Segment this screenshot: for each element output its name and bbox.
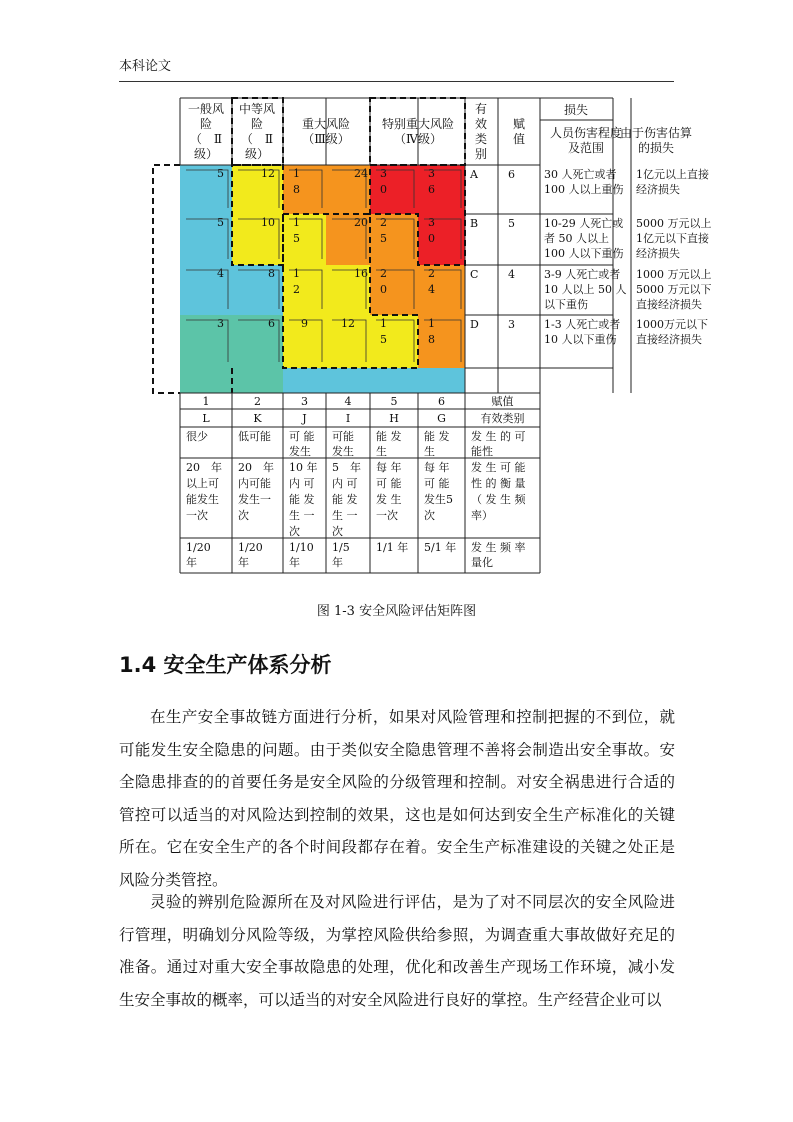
category-score: 4	[508, 268, 515, 281]
matrix-cell-value: 5	[217, 216, 224, 229]
freq-likelihood: 低可能	[238, 430, 271, 443]
matrix-cell-value: 2 4	[428, 267, 435, 296]
matrix-cell-value: 1 8	[428, 317, 435, 346]
freq-quant-label: 发 生 频 率量化	[471, 541, 526, 569]
freq-letter: K	[253, 412, 262, 425]
matrix-bottom-band	[180, 368, 232, 393]
header-loss: 损失	[563, 103, 589, 117]
freq-letter: H	[389, 412, 399, 425]
economic-text: 5000 万元以上 1亿元以下直接经济损失	[636, 217, 712, 260]
freq-likelihood: 很少	[186, 430, 208, 443]
category-score: 5	[508, 217, 515, 230]
header-score: 赋值	[512, 117, 526, 146]
matrix-cell	[180, 165, 232, 214]
category-letter: A	[470, 168, 478, 181]
matrix-cell	[180, 265, 232, 315]
matrix-cell	[418, 214, 465, 265]
freq-frequency: 每 年可 能发生5 次	[424, 461, 453, 522]
matrix-cell-value: 1 8	[293, 167, 300, 196]
matrix-cell	[232, 214, 283, 265]
economic-text: 1000万元以下直接经济损失	[636, 318, 708, 346]
matrix-cell-value: 6	[268, 317, 275, 330]
freq-likelihood: 可 能发生	[289, 430, 315, 458]
matrix-cell	[418, 315, 465, 368]
freq-score: 4	[344, 395, 352, 408]
matrix-cell-value: 1 2	[293, 267, 300, 296]
category-score: 3	[508, 318, 515, 331]
matrix-cell	[232, 265, 283, 315]
freq-quant: 1/5 年	[332, 541, 350, 569]
freq-frequency: 5 年内 可能 发生 一次	[332, 461, 361, 538]
matrix-cell	[370, 214, 418, 265]
freq-quant: 1/1 年	[376, 541, 409, 554]
matrix-cell-value: 3 0	[380, 167, 387, 196]
category-letter: D	[470, 318, 479, 331]
freq-frequency: 10 年内 可能 发生 一次	[289, 461, 318, 538]
matrix-cell-value: 4	[217, 267, 224, 280]
freq-likelihood: 可能发生	[332, 430, 354, 458]
freq-frequency: 20 年内可能发生一次	[238, 461, 274, 522]
economic-text: 1000 万元以上 5000 万元以下直接经济损失	[636, 268, 712, 311]
matrix-cell	[283, 165, 326, 214]
matrix-bottom-band	[418, 368, 465, 393]
casualty-text: 1-3 人死亡或者 10 人以下重伤	[544, 318, 621, 346]
freq-likelihood: 能 发生	[424, 430, 450, 458]
header-medium-risk: 中等风险（ Ⅱ 级）	[238, 102, 276, 161]
matrix-cell-value: 2 0	[380, 267, 387, 296]
matrix-bottom-band	[370, 368, 418, 393]
matrix-cell-value: 16	[354, 267, 368, 280]
header-economic: 由于伤害估算的损失	[619, 126, 693, 155]
paragraph-1: 在生产安全事故链方面进行分析，如果对风险管理和控制把握的不到位，就可能发生安全隐患的问题。由于类似安全隐患管理不善将会制造出安全事故。安全隐患排查的的首要任务是安全风险的分级管理和控制。对安全祸患进行合适的管控可以适当的对风险达到控制的效果，这也是如何达到安全生产标准化的关键所在。它在安全生产的各个时间段都存在着。安全生产标准建设的关键之处正是风险分类管控。	[119, 708, 675, 889]
matrix-cell-value: 20	[354, 216, 368, 229]
matrix-cell	[370, 315, 418, 368]
freq-letter: G	[437, 412, 446, 425]
freq-quant: 1/10 年	[289, 541, 314, 569]
matrix-bottom-band	[232, 368, 283, 393]
section-title: 1.4 安全生产体系分析	[119, 653, 332, 677]
matrix-cell	[370, 165, 418, 214]
matrix-cell-value: 3 6	[428, 167, 435, 196]
figure-caption: 图 1-3 安全风险评估矩阵图	[316, 604, 477, 619]
matrix-cell-value: 1 5	[293, 216, 300, 245]
freq-letter: I	[345, 412, 351, 425]
header-general-risk: 一般风险（ Ⅱ 级）	[187, 102, 225, 161]
casualty-text: 10-29 人死亡或者 50 人以上 100 人以下重伤	[544, 217, 624, 260]
freq-likelihood-label: 发 生 的 可能性	[471, 430, 526, 458]
matrix-cell	[232, 315, 283, 368]
freq-likelihood: 能 发生	[376, 430, 402, 458]
page-header: 本科论文	[119, 59, 172, 74]
matrix-cell-value: 24	[354, 167, 368, 180]
matrix-bottom-band	[326, 368, 370, 393]
matrix-cell-value: 3	[217, 317, 224, 330]
matrix-cell-value: 3 0	[428, 216, 435, 245]
freq-letter: L	[202, 412, 210, 425]
freq-quant: 1/20 年	[238, 541, 263, 569]
matrix-cell-value: 8	[268, 267, 275, 280]
freq-letter: J	[302, 412, 307, 425]
freq-score: 6	[438, 395, 445, 408]
matrix-cell	[283, 265, 326, 315]
casualty-text: 3-9 人死亡或者 10 人以上 50 人以下重伤	[544, 268, 627, 311]
matrix-cell	[418, 265, 465, 315]
category-letter: B	[470, 217, 479, 230]
header-extreme-risk: 特别重大风险（Ⅳ级）	[381, 117, 455, 146]
general-risk-outline	[153, 165, 180, 393]
matrix-cell	[418, 165, 465, 214]
freq-score: 3	[301, 395, 308, 408]
freq-frequency: 20 年以上可能发生一次	[186, 461, 222, 522]
matrix-cell-value: 12	[341, 317, 355, 330]
freq-score: 1	[202, 395, 210, 408]
matrix-cell	[283, 214, 326, 265]
matrix-cell	[370, 265, 418, 315]
freq-quant: 5/1 年	[424, 541, 457, 554]
matrix-bottom-band	[283, 368, 326, 393]
economic-text: 1亿元以上直接经济损失	[636, 168, 709, 196]
category-letter: C	[470, 268, 479, 281]
matrix-cell-value: 10	[261, 216, 275, 229]
freq-score: 5	[390, 395, 398, 408]
casualty-text: 30 人死亡或者 100 人以上重伤	[544, 168, 624, 196]
header-effective-category: 有效类别	[474, 102, 488, 161]
category-score: 6	[508, 168, 515, 181]
freq-quant: 1/20 年	[186, 541, 211, 569]
paragraph-2: 灵验的辨别危险源所在及对风险进行评估，是为了对不同层次的安全风险进行管理，明确划分风险等级，为掌控风险供给参照，为调查重大事故做好充足的准备。通过对重大安全事故隐患的处理，优化和改善生产现场工作环境，减小发生安全事故的概率，可以适当的对安全风险进行良好的掌控。生产经营企业可以	[119, 893, 675, 1009]
matrix-cell-value: 5	[217, 167, 224, 180]
freq-score-label: 赋值	[491, 395, 514, 408]
freq-letter-label: 有效类别	[480, 412, 525, 425]
matrix-cell-value: 9	[301, 317, 308, 330]
freq-frequency-label: 发 生 可 能性 的 衡 量（ 发 生 频率）	[471, 461, 526, 522]
matrix-cell	[232, 165, 283, 214]
header-major-risk: 重大风险（Ⅲ级）	[301, 117, 351, 146]
matrix-cell-value: 1 5	[380, 317, 387, 346]
matrix-cell	[180, 214, 232, 265]
matrix-cell-value: 2 5	[380, 216, 387, 245]
freq-score: 2	[254, 395, 261, 408]
freq-frequency: 每 年可 能发 生一次	[376, 461, 402, 522]
header-casualty: 人员伤害程度及范围	[549, 126, 623, 155]
matrix-cell	[180, 315, 232, 368]
matrix-cell-value: 12	[261, 167, 275, 180]
